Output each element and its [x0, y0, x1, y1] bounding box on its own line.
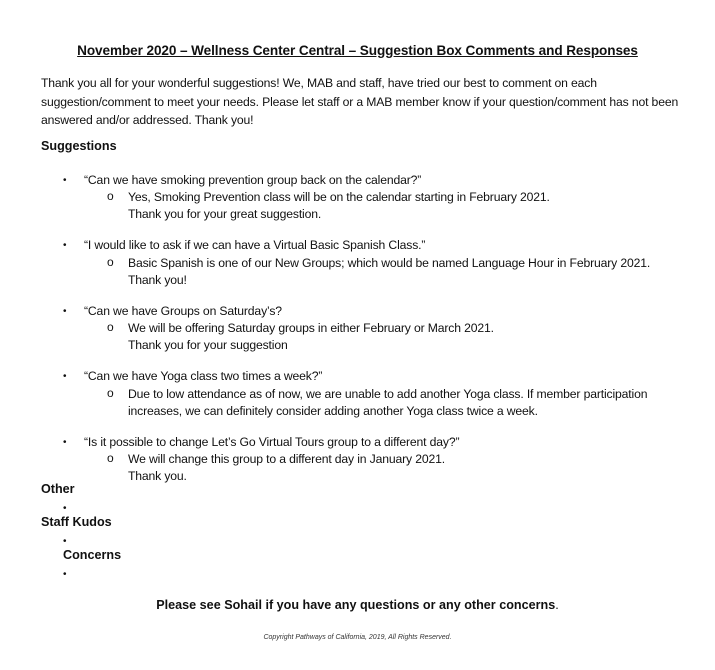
- footer-period: .: [555, 598, 559, 612]
- suggestion-question-2: “I would like to ask if we can have a Virtual Basic Spanish Class.”: [84, 238, 426, 252]
- bullet: •: [63, 306, 67, 317]
- intro-paragraph: Thank you all for your wonderful suggestions! We, MAB and staff, have tried our best to comment on each suggestion/comment to meet your needs. Please let staff or a MAB member know if your question/comment has not been answered and/or addressed. Thank you!: [41, 76, 679, 127]
- suggestion-question-3: “Can we have Groups on Saturday’s?: [84, 304, 282, 318]
- suggestion-answer-1: [128, 189, 668, 222]
- answer-line: increases, we can definitely consider adding another Yoga class twice a week.: [128, 403, 538, 418]
- sub-bullet: o: [107, 451, 114, 465]
- answer-line: Due to low attendance as of now, we are unable to add another Yoga class. If member participation: [128, 387, 648, 401]
- bullet: •: [63, 371, 67, 382]
- bullet: •: [63, 437, 67, 448]
- suggestion-question-1: “Can we have smoking prevention group back on the calendar?”: [84, 173, 422, 187]
- answer-line: We will change this group to a different day in January 2021.: [128, 452, 445, 466]
- answer-line: Thank you for your suggestion: [128, 337, 288, 352]
- sub-bullet: o: [107, 386, 114, 400]
- suggestions-heading: Suggestions: [41, 139, 117, 153]
- answer-line: Thank you.: [128, 468, 187, 483]
- suggestion-answer-3: [128, 320, 668, 353]
- answer-line: Thank you!: [128, 272, 187, 287]
- other-heading: Other: [41, 482, 75, 496]
- bullet: •: [63, 240, 67, 251]
- staff-kudos-heading: Staff Kudos: [41, 515, 112, 529]
- copyright-notice: Copyright Pathways of California, 2019, All Rights Reserved.: [263, 634, 452, 641]
- concerns-heading: Concerns: [63, 548, 122, 562]
- answer-line: We will be offering Saturday groups in either February or March 2021.: [128, 321, 494, 335]
- answer-line: Yes, Smoking Prevention class will be on the calendar starting in February 2021.: [128, 190, 550, 204]
- suggestion-answer-2: [128, 255, 668, 288]
- suggestion-question-5: “Is it possible to change Let’s Go Virtual Tours group to a different day?”: [84, 435, 460, 449]
- bullet: •: [63, 503, 67, 514]
- bullet: •: [63, 536, 67, 547]
- bullet: •: [63, 175, 67, 186]
- suggestion-answer-4: [128, 386, 668, 419]
- sub-bullet: o: [107, 189, 114, 203]
- sub-bullet: o: [107, 320, 114, 334]
- suggestion-question-4: “Can we have Yoga class two times a week?”: [84, 369, 323, 383]
- bullet: •: [63, 569, 67, 580]
- answer-line: Basic Spanish is one of our New Groups; which would be named Language Hour in February 2021.: [128, 256, 651, 270]
- answer-line: Thank you for your great suggestion.: [128, 206, 322, 221]
- footer-text: Please see Sohail if you have any questions or any other concerns: [156, 598, 556, 612]
- page-title: November 2020 – Wellness Center Central – Suggestion Box Comments and Responses: [77, 43, 638, 58]
- sub-bullet: o: [107, 255, 114, 269]
- suggestion-answer-5: [128, 451, 668, 484]
- footer-note: [0, 598, 715, 612]
